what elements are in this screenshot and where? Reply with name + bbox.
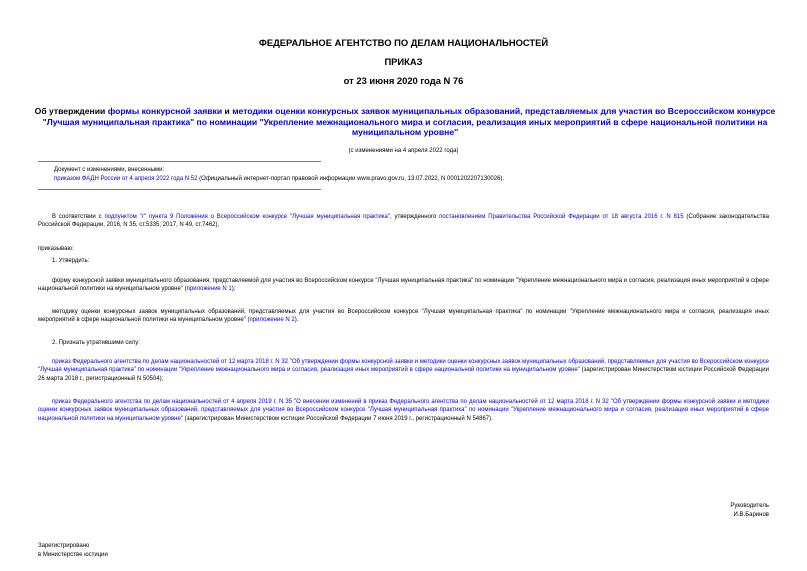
preamble-link-clause[interactable]: подпунктом "г" пункта 9 Положения о Всероссийском конкурсе "Лучшая муниципальная практика" <box>104 214 391 220</box>
item-2-heading <box>38 339 769 347</box>
item-2a-paragraph <box>38 358 769 383</box>
item-2b-paragraph <box>38 398 769 423</box>
item-1a-end: ); <box>231 286 236 293</box>
registration-line-2: в Министерстве юстиции <box>38 552 108 558</box>
item-2b-rest: (зарегистрирован Министерством юстиции Российской Федерации 7 июня 2019 г., регистрационный N 54867). <box>182 415 493 422</box>
item-2-heading-text: 2. Признать утратившими силу: <box>52 340 140 346</box>
title-link-form[interactable]: формы конкурсной заявки <box>107 106 223 116</box>
item-1b-paragraph <box>38 308 769 325</box>
registration-line-1: Зарегистрировано <box>38 543 90 549</box>
order-word: приказываю: <box>38 246 74 252</box>
document-date: от 23 июня 2020 года N 76 <box>343 75 464 86</box>
preamble-paragraph <box>38 213 769 230</box>
changes-block <box>54 166 794 184</box>
signatory-name: И.В.Баринов <box>733 512 769 519</box>
changes-line <box>54 175 794 184</box>
item-1b-text: методику оценки конкурсных заявок муниципальных образований, представляемых для участия во Всероссийском конкурсе "Лучшая муниципальная практика" по номинации "Укрепление межнационального мира и согласия, реализация иных мероприятий в сфере национальной политики на муниципальном уровне" ( <box>38 309 769 324</box>
preamble-link-resolution[interactable]: постановлением Правительства Российской Федерации от 18 августа 2016 г. N 815 <box>439 214 684 220</box>
changes-link[interactable]: приказом ФАДН России от 4 апреля 2022 года N 52 <box>54 176 198 182</box>
preamble-text-1: В соответствии с <box>52 214 105 220</box>
amendment-note: (с изменениями на 4 апреля 2022 года) <box>348 148 459 154</box>
item-1a-paragraph <box>38 277 769 294</box>
title-link-methodology[interactable]: методики оценки конкурсных заявок муниципальных образований, представляемых для участия во Всероссийском конкурсе "Лучшая муниципальная практика" по номинации "Укрепление межнационального мира и согласия, реализация иных мероприятий в сфере национальной политики на муниципальном уровне" <box>42 106 776 138</box>
preamble-text-3: (Собрание законодательства Российской Федерации, 2016, N 35, ст.5335; 2017, N 49, ст.7462), <box>38 214 770 229</box>
appendix-2-link[interactable]: приложение N 2 <box>249 317 295 324</box>
preamble-text-2: , утвержденного <box>390 214 440 220</box>
changes-label: Документ с изменениями, внесенными: <box>54 167 165 173</box>
divider-top <box>38 161 321 162</box>
appendix-1-link[interactable]: приложение N 1 <box>186 286 232 293</box>
signatory-position: Руководитель <box>730 503 769 509</box>
agency-name: ФЕДЕРАЛЬНОЕ АГЕНТСТВО ПО ДЕЛАМ НАЦИОНАЛЬНОСТЕЙ <box>258 37 549 48</box>
item-1-heading <box>38 257 769 265</box>
document-title <box>30 106 780 138</box>
signature-block <box>730 502 769 520</box>
document-type: ПРИКАЗ <box>384 56 423 67</box>
item-1a-text: форму конкурсной заявки муниципального образования, представляемой для участия во Всероссийском конкурсе "Лучшая муниципальная практика" по номинации "Укрепление межнационального мира и согласия, реализация иных мероприятий в сфере национальной политики на муниципальном уровне" ( <box>38 278 769 293</box>
registration-block <box>38 542 108 560</box>
title-text-2: и <box>222 106 233 116</box>
item-2a-rest: (зарегистрирован Министерством юстиции Российской Федерации 26 марта 2018 г., регистрационный N 50504); <box>38 367 769 382</box>
title-text-1: Об утверждении <box>34 106 108 116</box>
divider-bottom <box>38 189 321 190</box>
item-1-heading-text: 1. Утвердить: <box>52 258 90 264</box>
order-32-link[interactable]: приказ Федерального агентства по делам национальностей от 12 марта 2018 г. N 32 "Об утверждении формы конкурсной заявки и методики оценки конкурсных заявок муниципальных образований, представляемых для участия во Всероссийском конкурсе "Лучшая муниципальная практика" по номинации "Укрепление межнационального мира и согласия, реализация иных мероприятий в сфере национальной политики на муниципальном уровне" <box>38 359 769 374</box>
item-1b-end: ). <box>294 317 299 324</box>
changes-rest: (Официальный интернет-портал правовой информации www.pravo.gov.ru, 13.07.2022, N 0001202207130026). <box>197 176 505 182</box>
order-35-link[interactable]: приказ Федерального агентства по делам национальностей от 4 апреля 2019 г. N 35 "О внесении изменений в приказ Федерального агентства по делам национальностей от 12 марта 2018 г. N 32 "Об утверждении формы конкурсной заявки и методики оценки конкурсных заявок муниципальных образований, представляемых для участия во Всероссийском конкурсе "Лучшая муниципальная практика" по номинации "Укрепление межнационального мира и согласия, реализация иных мероприятий в сфере национальной политики на муниципальном уровне" <box>38 399 769 422</box>
